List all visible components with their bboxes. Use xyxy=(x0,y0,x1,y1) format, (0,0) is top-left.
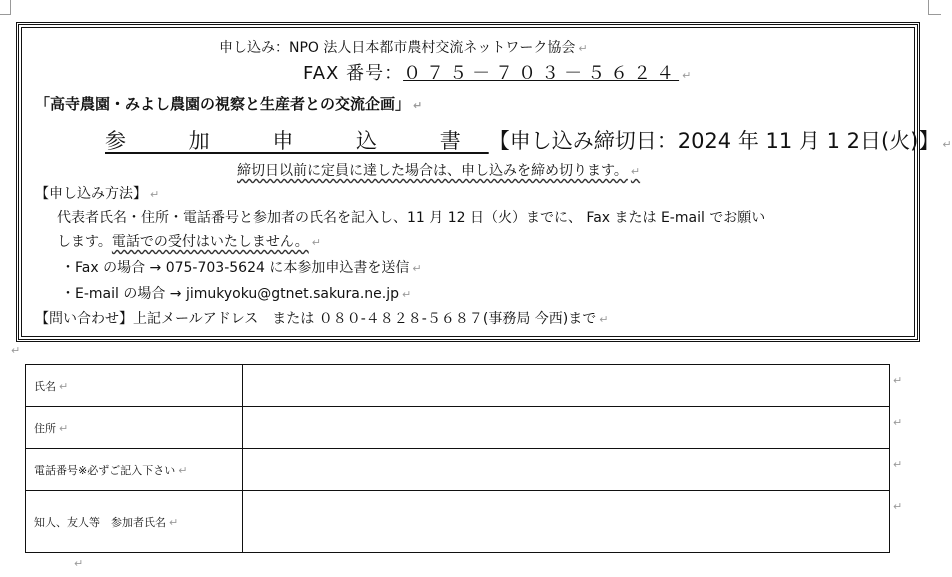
return-mark-icon: ↵ xyxy=(178,463,188,477)
address-field[interactable] xyxy=(243,407,890,449)
fax-number: ０７５－７０３－５６２４ xyxy=(403,63,680,84)
return-mark-icon: ↵ xyxy=(630,165,641,178)
return-mark-icon: ↵ xyxy=(59,421,69,435)
name-field[interactable] xyxy=(243,365,890,407)
row-end-mark-icon: ↵ xyxy=(893,500,903,513)
form-title: 参 加 申 込 書 xyxy=(105,129,489,153)
page-corner-mark-right xyxy=(928,0,941,15)
table-row xyxy=(26,491,890,553)
name-label: 氏名 ↵ xyxy=(26,365,243,407)
return-mark-icon: ↵ xyxy=(578,42,588,55)
return-mark-icon: ↵ xyxy=(311,236,321,249)
row-end-mark-icon: ↵ xyxy=(893,374,903,387)
no-phone-note: 電話での受付はいたしません。 xyxy=(111,234,309,250)
fax-item: ・Fax の場合 → 075-703-5624 に本参加申込書を送信 ↵ xyxy=(61,260,422,276)
return-mark-icon: ↵ xyxy=(150,188,160,201)
info-box xyxy=(16,22,952,342)
return-mark-icon: ↵ xyxy=(59,379,69,393)
return-mark-icon: ↵ xyxy=(682,69,693,82)
organizer-line: 申し込み：NPO 法人日本都市農村交流ネットワーク協会 ↵ xyxy=(219,40,588,56)
deadline: 【申し込み締切日：2024 年 11 月 1 2日(火)】 xyxy=(488,129,940,153)
participants-field[interactable] xyxy=(243,491,890,553)
return-mark-icon: ↵ xyxy=(412,262,422,275)
phone-field[interactable] xyxy=(243,449,890,491)
table-row xyxy=(26,365,890,407)
participants-label: 知人、友人等 参加者氏名 ↵ xyxy=(26,491,243,553)
address-label: 住所 ↵ xyxy=(26,407,243,449)
form-title-line xyxy=(105,125,952,155)
return-mark-icon: ↵ xyxy=(413,99,423,112)
return-mark-icon: ↵ xyxy=(599,313,609,326)
row-end-mark-icon: ↵ xyxy=(893,416,903,429)
table-row xyxy=(26,449,890,491)
deadline-note: 締切日以前に定員に達した場合は、申し込みを締め切ります。 ↵ xyxy=(237,163,641,179)
end-paragraph-mark-icon: ↵ xyxy=(74,557,84,570)
application-form-table xyxy=(25,364,890,553)
method-text-line1: 代表者氏名・住所・電話番号と参加者の氏名を記入し、11 月 12 日（火）までに、 Fax または E-mail でお願い xyxy=(57,210,766,226)
fax-line: FAX 番号：０７５－７０３－５６２４ ↵ xyxy=(303,63,693,84)
event-title: 「高寺農園・みよし農園の視察と生産者との交流企画」 ↵ xyxy=(35,95,423,113)
phone-label: 電話番号※必ずご記入下さい ↵ xyxy=(26,449,243,491)
return-mark-icon: ↵ xyxy=(169,515,179,529)
row-end-mark-icon: ↵ xyxy=(893,458,903,471)
inquiry-line: 【問い合わせ】上記メールアドレス または ０８０-４８２８-５６８７(事務局 今西)まで ↵ xyxy=(35,311,609,327)
email-item: ・E-mail の場合 → jimukyoku@gtnet.sakura.ne.jp ↵ xyxy=(61,286,412,302)
method-text-line2: します。電話での受付はいたしません。 ↵ xyxy=(57,234,321,250)
method-heading: 【申し込み方法】 ↵ xyxy=(35,186,160,202)
paragraph-mark-icon: ↵ xyxy=(11,344,21,357)
table-row xyxy=(26,407,890,449)
return-mark-icon: ↵ xyxy=(942,138,952,151)
return-mark-icon: ↵ xyxy=(402,288,412,301)
page-corner-mark-left xyxy=(0,0,11,15)
